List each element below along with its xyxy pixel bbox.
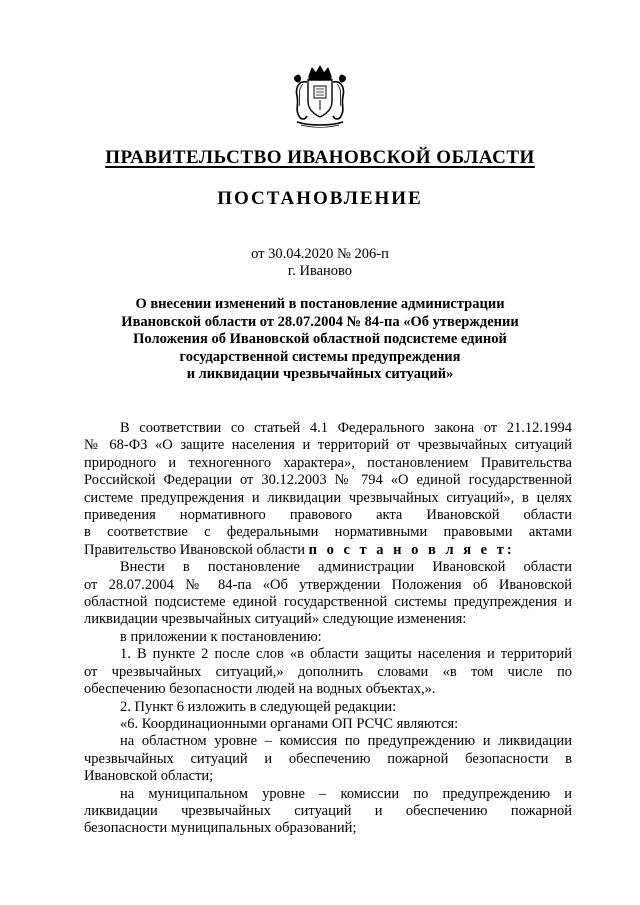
paragraph-regional-level [84, 733, 572, 785]
text-line: 1. В пункте 2 после слов «в области защиты населения и территорий [120, 646, 572, 663]
title-line: О внесении изменений в постановление администрации [135, 296, 505, 312]
text-line: В соответствии со статьей 4.1 Федерального закона от 21.12.1994 [120, 420, 572, 436]
text-line: чрезвычайных ситуаций и обеспечению пожарной безопасности в [84, 750, 572, 767]
coat-of-arms-emblem [287, 62, 353, 130]
organization-name-text: ПРАВИТЕЛЬСТВО ИВАНОВСКОЙ ОБЛАСТИ [105, 147, 535, 168]
text-line: безопасности муниципальных образований; [84, 820, 357, 837]
title-line: Положения об Ивановской областной подсистеме единой [133, 331, 507, 347]
document-title [92, 296, 548, 384]
decree-word: п о с т а н о в л я е т: [308, 541, 515, 558]
text-line: Внести в постановление администрации Ивановской области [120, 559, 572, 576]
text-line: системе предупреждения и ликвидации чрезвычайных ситуаций», в целях [84, 489, 572, 506]
document-type: ПОСТАНОВЛЕНИЕ [217, 188, 423, 209]
document-date-number: от 30.04.2020 № 206-п [251, 246, 389, 262]
document-body [84, 420, 572, 838]
text-line: областной подсистеме единой государственной системы предупреждения и [84, 594, 572, 611]
paragraph-appendix [84, 629, 572, 646]
text-line: природного и техногенного характера», постановлением Правительства [84, 454, 572, 471]
title-line: Ивановской области от 28.07.2004 № 84-па «Об утверждении [121, 313, 519, 330]
text-line: ликвидации чрезвычайных ситуаций» следующие изменения: [84, 611, 467, 628]
text-line: от чрезвычайных ситуаций,» дополнить словами «в том числе по [84, 663, 572, 680]
text-line: обеспечению безопасности людей на водных объектах,». [84, 681, 436, 698]
paragraph-item-2 [84, 699, 572, 716]
paragraph-amendment [84, 559, 572, 629]
text-line: Ивановской области; [84, 768, 214, 785]
text-line: № 68-ФЗ «О защите населения и территорий от чрезвычайных ситуаций [84, 437, 572, 454]
text-line-start: Правительство Ивановской области [84, 541, 309, 558]
text-line: 2. Пункт 6 изложить в следующей редакции: [120, 698, 397, 715]
text-line: Российской Федерации от 30.12.2003 № 794 «О единой государственной [84, 472, 572, 489]
text-line: от 28.07.2004 № 84-па «Об утверждении Положения об Ивановской [84, 576, 572, 593]
organization-name [60, 147, 580, 169]
paragraph-point-6 [84, 716, 572, 733]
text-line: в соответствие с федеральными нормативными правовыми актами [84, 524, 572, 541]
title-line: и ликвидации чрезвычайных ситуаций» [186, 366, 454, 382]
paragraph-item-1 [84, 646, 572, 698]
text-line: ликвидации чрезвычайных ситуаций и обеспечению пожарной [84, 802, 572, 819]
text-line: на муниципальном уровне – комиссии по предупреждению и [120, 785, 572, 802]
document-city: г. Иваново [287, 263, 353, 279]
paragraph-municipal-level [84, 786, 572, 838]
text-line: в приложении к постановлению: [120, 628, 322, 645]
paragraph-preamble [84, 420, 572, 559]
text-line [84, 542, 572, 559]
text-line: приведения нормативного правового акта Ивановской области [84, 507, 572, 524]
text-line: на областном уровне – комиссия по предупреждению и ликвидации [120, 733, 572, 750]
text-line: «6. Координационными органами ОП РСЧС являются: [120, 715, 459, 732]
title-line: государственной системы предупреждения [179, 348, 461, 365]
